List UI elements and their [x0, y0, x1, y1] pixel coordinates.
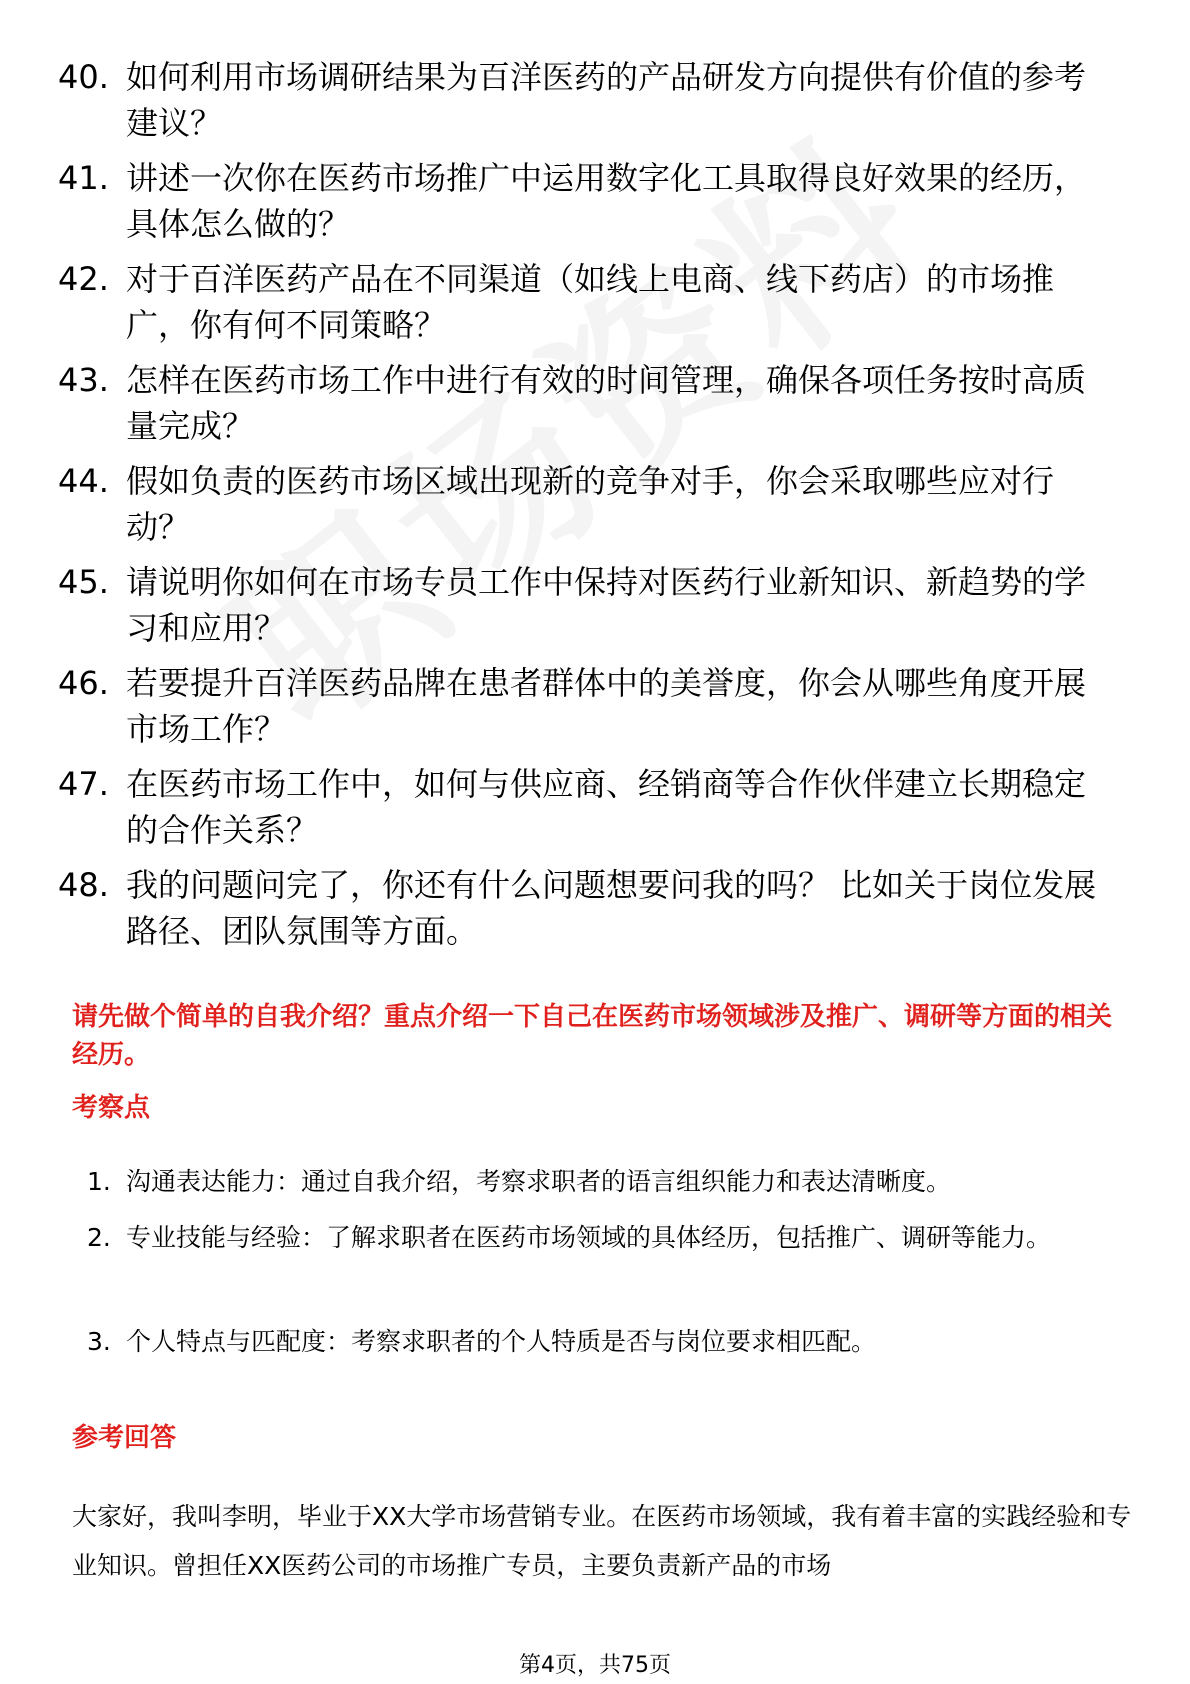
question-item — [0, 856, 1190, 957]
assessment-text: 个人特点与匹配度：考察求职者的个人特质是否与岗位要求相匹配。 — [126, 1327, 877, 1356]
question-number: 47. — [58, 765, 109, 803]
question-item — [0, 250, 1190, 351]
assessment-text: 沟通表达能力：通过自我介绍，考察求职者的语言组织能力和表达清晰度。 — [126, 1167, 952, 1196]
question-number: 42. — [58, 260, 109, 298]
question-item — [0, 553, 1190, 654]
question-item — [0, 48, 1190, 149]
question-text: 请说明你如何在市场专员工作中保持对医药行业新知识、新趋势的学习和应用？ — [126, 563, 1087, 647]
assessment-item — [0, 1214, 1190, 1318]
question-text: 如何利用市场调研结果为百洋医药的产品研发方向提供有价值的参考建议？ — [126, 58, 1087, 142]
question-text: 若要提升百洋医药品牌在患者群体中的美誉度，你会从哪些角度开展市场工作？ — [126, 664, 1087, 748]
question-text: 在医药市场工作中，如何与供应商、经销商等合作伙伴建立长期稳定的合作关系？ — [126, 765, 1087, 849]
assessment-item — [0, 1318, 1190, 1374]
assessment-list — [0, 1158, 1190, 1374]
question-number: 43. — [58, 361, 109, 399]
question-item — [0, 452, 1190, 553]
question-number: 44. — [58, 462, 109, 500]
question-text: 我的问题问完了，你还有什么问题想要问我的吗？ 比如关于岗位发展路径、团队氛围等方面。 — [126, 866, 1097, 950]
question-item — [0, 149, 1190, 250]
assessment-number: 3. — [87, 1327, 111, 1356]
reference-answer: 大家好，我叫李明，毕业于XX大学市场营销专业。在医药市场领域，我有着丰富的实践经验和专业知识。曾担任XX医药公司的市场推广专员，主要负责新产品的市场 — [72, 1502, 1132, 1580]
question-number: 48. — [58, 866, 109, 904]
question-item — [0, 654, 1190, 755]
assessment-number: 2. — [87, 1223, 111, 1252]
assessment-number: 1. — [87, 1167, 111, 1196]
question-number: 46. — [58, 664, 109, 702]
question-number: 41. — [58, 159, 109, 197]
assessment-item — [0, 1158, 1190, 1214]
question-list — [0, 48, 1190, 957]
question-text: 讲述一次你在医药市场推广中运用数字化工具取得良好效果的经历，具体怎么做的？ — [126, 159, 1087, 243]
reference-title: 参考回答 — [72, 1423, 177, 1453]
assessment-text: 专业技能与经验：了解求职者在医药市场领域的具体经历，包括推广、调研等能力。 — [126, 1223, 1052, 1252]
question-item — [0, 755, 1190, 856]
question-number: 45. — [58, 563, 109, 601]
question-text: 假如负责的医药市场区域出现新的竞争对手，你会采取哪些应对行动？ — [126, 462, 1055, 546]
page-footer: 第4页，共75页 — [519, 1653, 671, 1678]
question-item — [0, 351, 1190, 452]
question-number: 40. — [58, 58, 109, 96]
question-text: 怎样在医药市场工作中进行有效的时间管理，确保各项任务按时高质量完成？ — [126, 361, 1087, 445]
intro-question: 请先做个简单的自我介绍？重点介绍一下自己在医药市场领域涉及推广、调研等方面的相关经历。 — [72, 1002, 1113, 1070]
assessment-title: 考察点 — [72, 1093, 151, 1123]
question-text: 对于百洋医药产品在不同渠道（如线上电商、线下药店）的市场推广，你有何不同策略？ — [126, 260, 1055, 344]
